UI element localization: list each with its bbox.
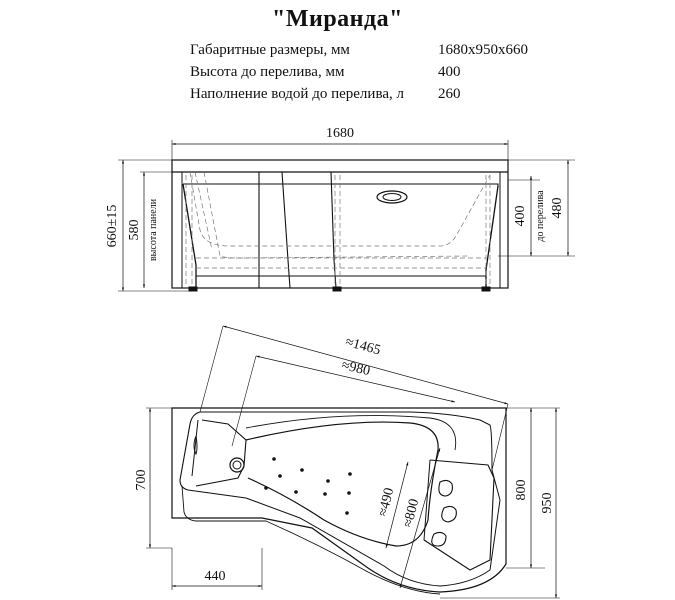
dim-diagonal-length-label: ≈1465	[343, 334, 383, 359]
panel-height-note: высота панели	[148, 198, 159, 262]
dim-panel-height-label: 580	[127, 219, 142, 241]
dim-inner-length-label: ≈980	[340, 358, 372, 380]
dim-right-inner-label: 800	[514, 479, 529, 501]
jet-nozzles	[264, 457, 352, 515]
front-view	[118, 140, 575, 291]
dim-side-height-label: 480	[550, 197, 565, 219]
dim-right-total-label: 950	[540, 492, 555, 514]
spec-label: Наполнение водой до перелива, л	[190, 86, 404, 102]
overflow-note: до перелива	[535, 190, 546, 242]
dim-bottom-offset-label: 440	[204, 569, 226, 584]
dim-width-label: 1680	[326, 126, 354, 141]
drawing-title: "Миранда"	[272, 6, 403, 32]
spec-label: Высота до перелива, мм	[190, 64, 345, 80]
spec-label: Габаритные размеры, мм	[190, 42, 350, 58]
spec-value: 1680x950x660	[438, 42, 528, 58]
dim-total-height-label: 660±15	[105, 204, 120, 248]
dim-inner-width-label: ≈490	[375, 486, 398, 518]
dim-left-width-label: 700	[134, 469, 149, 491]
dim-inner-depth-label: ≈800	[400, 497, 423, 529]
spec-value: 400	[438, 64, 461, 80]
spec-value: 260	[438, 86, 461, 102]
dim-overflow-height-label: 400	[513, 205, 528, 227]
